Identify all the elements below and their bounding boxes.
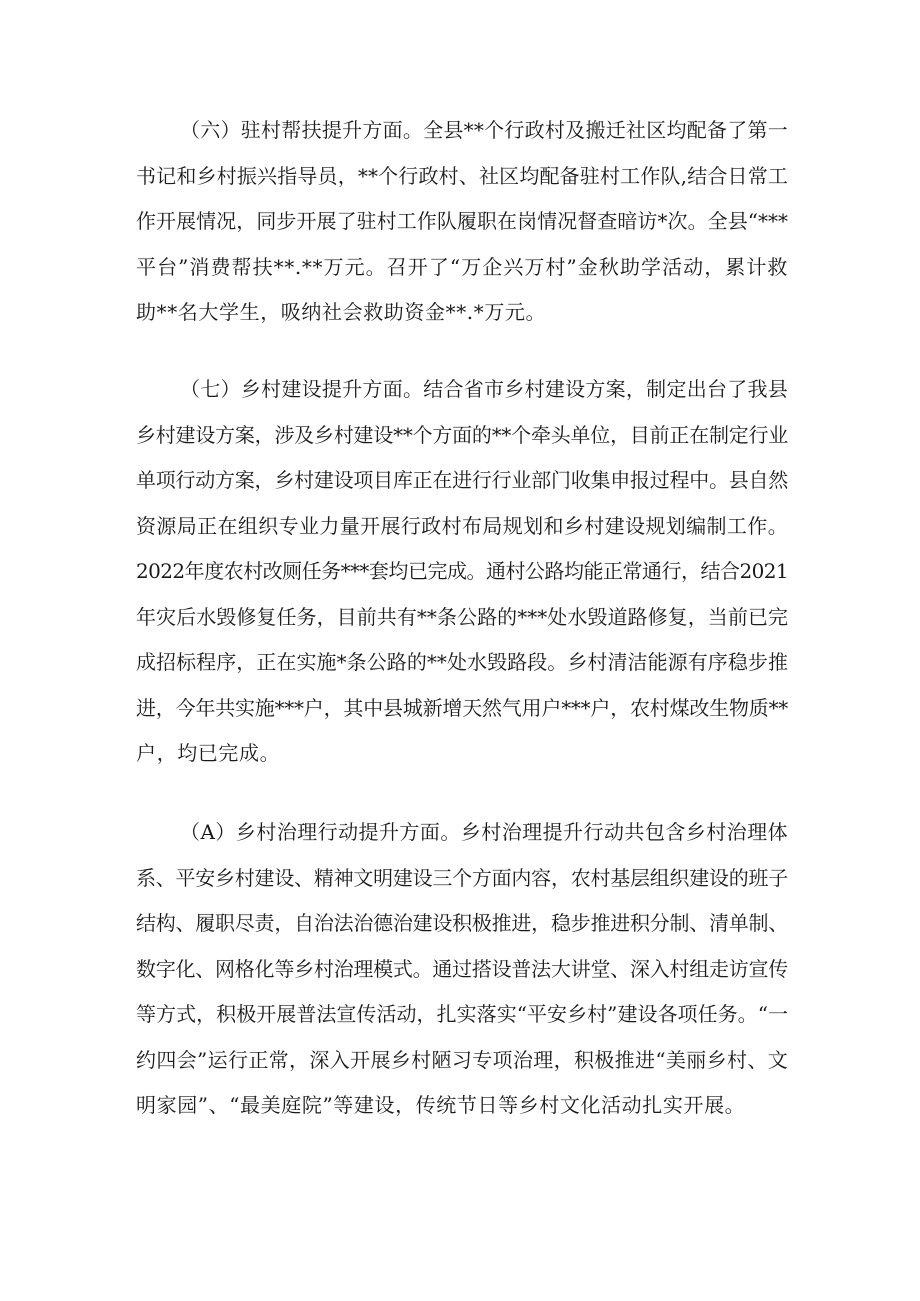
paragraph-village-assistance <box>136 108 788 336</box>
text-line: 乡村建设方案，涉及乡村建设**个方面的**个牵头单位，目前正在制定行业 <box>136 422 788 447</box>
text-line: 成招标程序，正在实施*条公路的**处水毁路段。乡村清洁能源有序稳步推 <box>136 650 788 674</box>
text-line: 书记和乡村振兴指导员，**个行政村、社区均配备驻村工作队,结合日常工 <box>136 163 788 188</box>
text-line: 数字化、网格化等乡村治理模式。通过搭设普法大讲堂、深入村组走访宣传 <box>136 956 788 981</box>
text-line: 作开展情况，同步开展了驻村工作队履职在岗情况督查暗访*次。全县“*** <box>136 209 788 233</box>
text-line: 助**名大学生，吸纳社会救助资金**.*万元。 <box>136 300 547 324</box>
text-line: 等方式，积极开展普法宣传活动，扎实落实“平安乡村”建设各项任务。“一 <box>136 1002 788 1026</box>
text-line: 2022年度农村改厕任务***套均已完成。通村公路均能正常通行，结合2021 <box>136 559 788 583</box>
text-line: （七）乡村建设提升方面。结合省市乡村建设方案，制定出台了我县 <box>180 377 788 401</box>
text-line: 单项行动方案，乡村建设项目库正在进行行业部门收集申报过程中。县自然 <box>136 468 788 492</box>
paragraph-rural-governance <box>136 810 788 1129</box>
paragraph-rural-construction <box>136 367 788 777</box>
text-line: 平台”消费帮扶**.**万元。召开了“万企兴万村”金秋助学活动，累计救 <box>136 254 788 279</box>
text-line: 约四会”运行正常，深入开展乡村陋习专项治理，积极推进“美丽乡村、文 <box>136 1047 788 1072</box>
text-line: 明家园”、“最美庭院”等建设，传统节日等乡村文化活动扎实开展。 <box>136 1093 746 1117</box>
text-line: 进，今年共实施***户，其中县城新增天然气用户***户，农村煤改生物质** <box>136 695 788 720</box>
text-line: 资源局正在组织专业力量开展行政村布局规划和乡村建设规划编制工作。 <box>136 513 788 538</box>
text-line: 年灾后水毁修复任务，目前共有**条公路的***处水毁道路修复，当前已完 <box>136 604 788 629</box>
text-line: 系、平安乡村建设、精神文明建设三个方面内容，农村基层组织建设的班子 <box>136 865 788 890</box>
text-line: （六）驻村帮扶提升方面。全县**个行政村及搬迁社区均配备了第一 <box>180 118 788 142</box>
text-line: 结构、履职尽责，自治法治德治建设积极推进，稳步推进积分制、清单制、 <box>136 911 788 935</box>
text-line: （A）乡村治理行动提升方面。乡村治理提升行动共包含乡村治理体 <box>180 820 788 844</box>
text-line: 户，均已完成。 <box>136 741 281 765</box>
